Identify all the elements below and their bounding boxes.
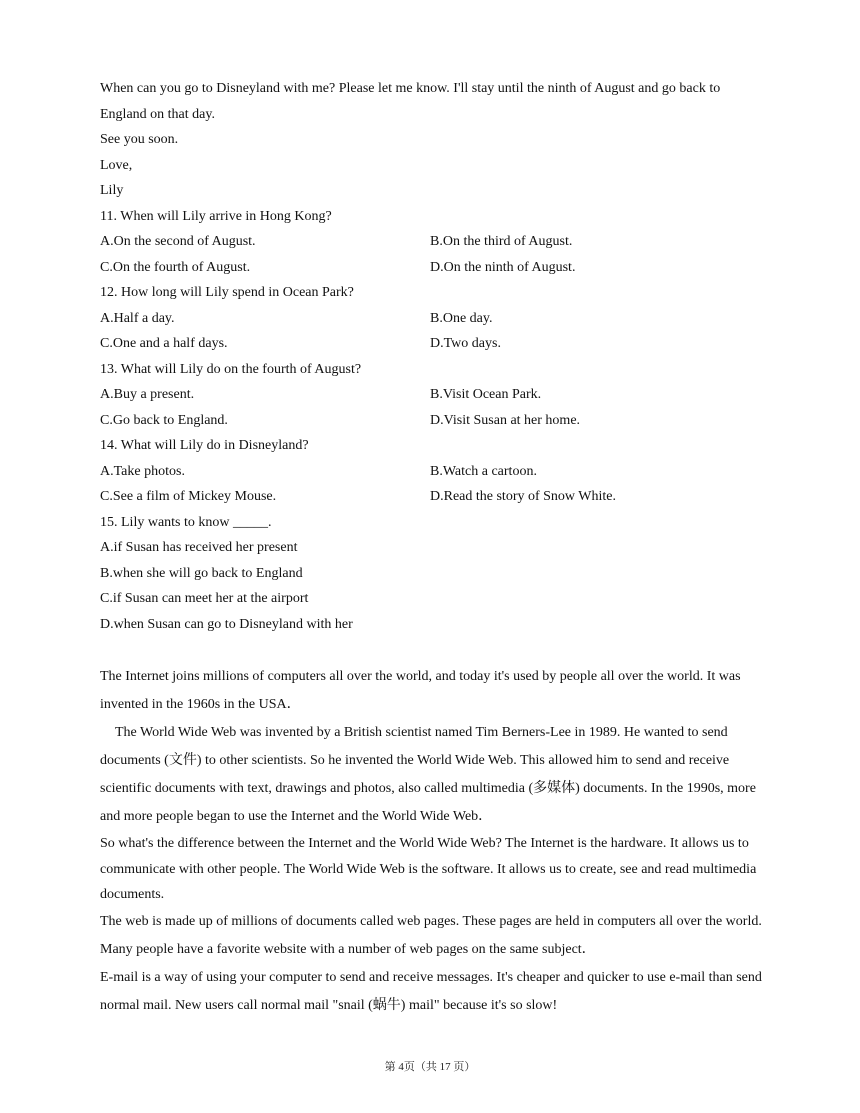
passage-paragraph: The Internet joins millions of computers all over the world, and today it's used by people all over the world. It was invented in the 1960s in the USA．: [100, 669, 741, 712]
reading-passage: [100, 663, 762, 1020]
passage-paragraph: E-mail is a way of using your computer to send and receive messages. It's cheaper and quicker to use e-mail than send normal mail. New users call normal mail "snail (蜗牛) mail" because it's so slow!: [100, 969, 762, 1013]
letter-ending: [100, 76, 762, 204]
option-c: C.On the fourth of August.: [100, 259, 251, 275]
option-a: A.Buy a present.: [100, 387, 195, 402]
letter-text-line: England on that day.: [100, 106, 215, 122]
option-b: B.One day.: [430, 310, 493, 326]
option-d: D.On the ninth of August.: [430, 259, 576, 275]
option-c: C.See a film of Mickey Mouse.: [100, 489, 277, 504]
option-b: B.when she will go back to England: [100, 565, 303, 581]
question-13: [100, 357, 762, 434]
option-a: A.On the second of August.: [100, 234, 256, 249]
option-c: C.if Susan can meet her at the airport: [100, 591, 309, 606]
option-d: D.Read the story of Snow White.: [430, 489, 616, 504]
section-spacer: [100, 637, 762, 663]
option-b: B.Watch a cartoon.: [430, 463, 537, 479]
passage-paragraph: The World Wide Web was invented by a British scientist named Tim Berners-Lee in 1989. He wanted to send documents (文件) to other scientists. So he invented the World Wide Web. This allowed him to send and receive scientific documents with text, drawings and photos, also called multimedia (多媒体) documents. In the 1990s, more and more people began to use the Internet and the World Wide Web．: [100, 725, 756, 824]
document-page: [100, 76, 762, 1020]
question-stem: 11. When will Lily arrive in Hong Kong?: [100, 208, 332, 224]
question-14: [100, 433, 762, 510]
letter-text-line: When can you go to Disneyland with me? Please let me know. I'll stay until the ninth of August and go back to: [100, 81, 721, 96]
option-d: D.when Susan can go to Disneyland with her: [100, 616, 353, 632]
letter-salutation: Love,: [100, 157, 133, 173]
question-15: [100, 510, 762, 638]
question-stem: 13. What will Lily do on the fourth of August?: [100, 361, 362, 377]
question-list: [100, 204, 762, 638]
option-c: C.Go back to England.: [100, 412, 228, 428]
question-stem: 12. How long will Lily spend in Ocean Park?: [100, 285, 354, 300]
option-a: A.Half a day.: [100, 310, 175, 326]
letter-closing: See you soon.: [100, 132, 179, 147]
question-12: [100, 280, 762, 357]
option-d: D.Two days.: [430, 336, 501, 351]
question-11: [100, 204, 762, 281]
letter-signature: Lily: [100, 183, 124, 198]
option-b: B.On the third of August.: [430, 234, 573, 249]
passage-paragraph: The web is made up of millions of documents called web pages. These pages are held in computers all over the world. Many people have a favorite website with a number of web pages on the same subject．: [100, 913, 762, 957]
option-d: D.Visit Susan at her home.: [430, 412, 581, 428]
option-c: C.One and a half days.: [100, 336, 228, 351]
question-stem: 14. What will Lily do in Disneyland?: [100, 438, 309, 453]
question-stem: 15. Lily wants to know _____.: [100, 514, 272, 530]
passage-paragraph: So what's the difference between the Internet and the World Wide Web? The Internet is the hardware. It allows us to communicate with other people. The World Wide Web is the software. It allows us to create, see and read multimedia documents.: [100, 836, 757, 902]
page-number-footer: 第 4页（共 17 页）: [384, 1061, 476, 1073]
option-a: A.if Susan has received her present: [100, 540, 298, 555]
option-a: A.Take photos.: [100, 463, 185, 479]
option-b: B.Visit Ocean Park.: [430, 387, 542, 402]
